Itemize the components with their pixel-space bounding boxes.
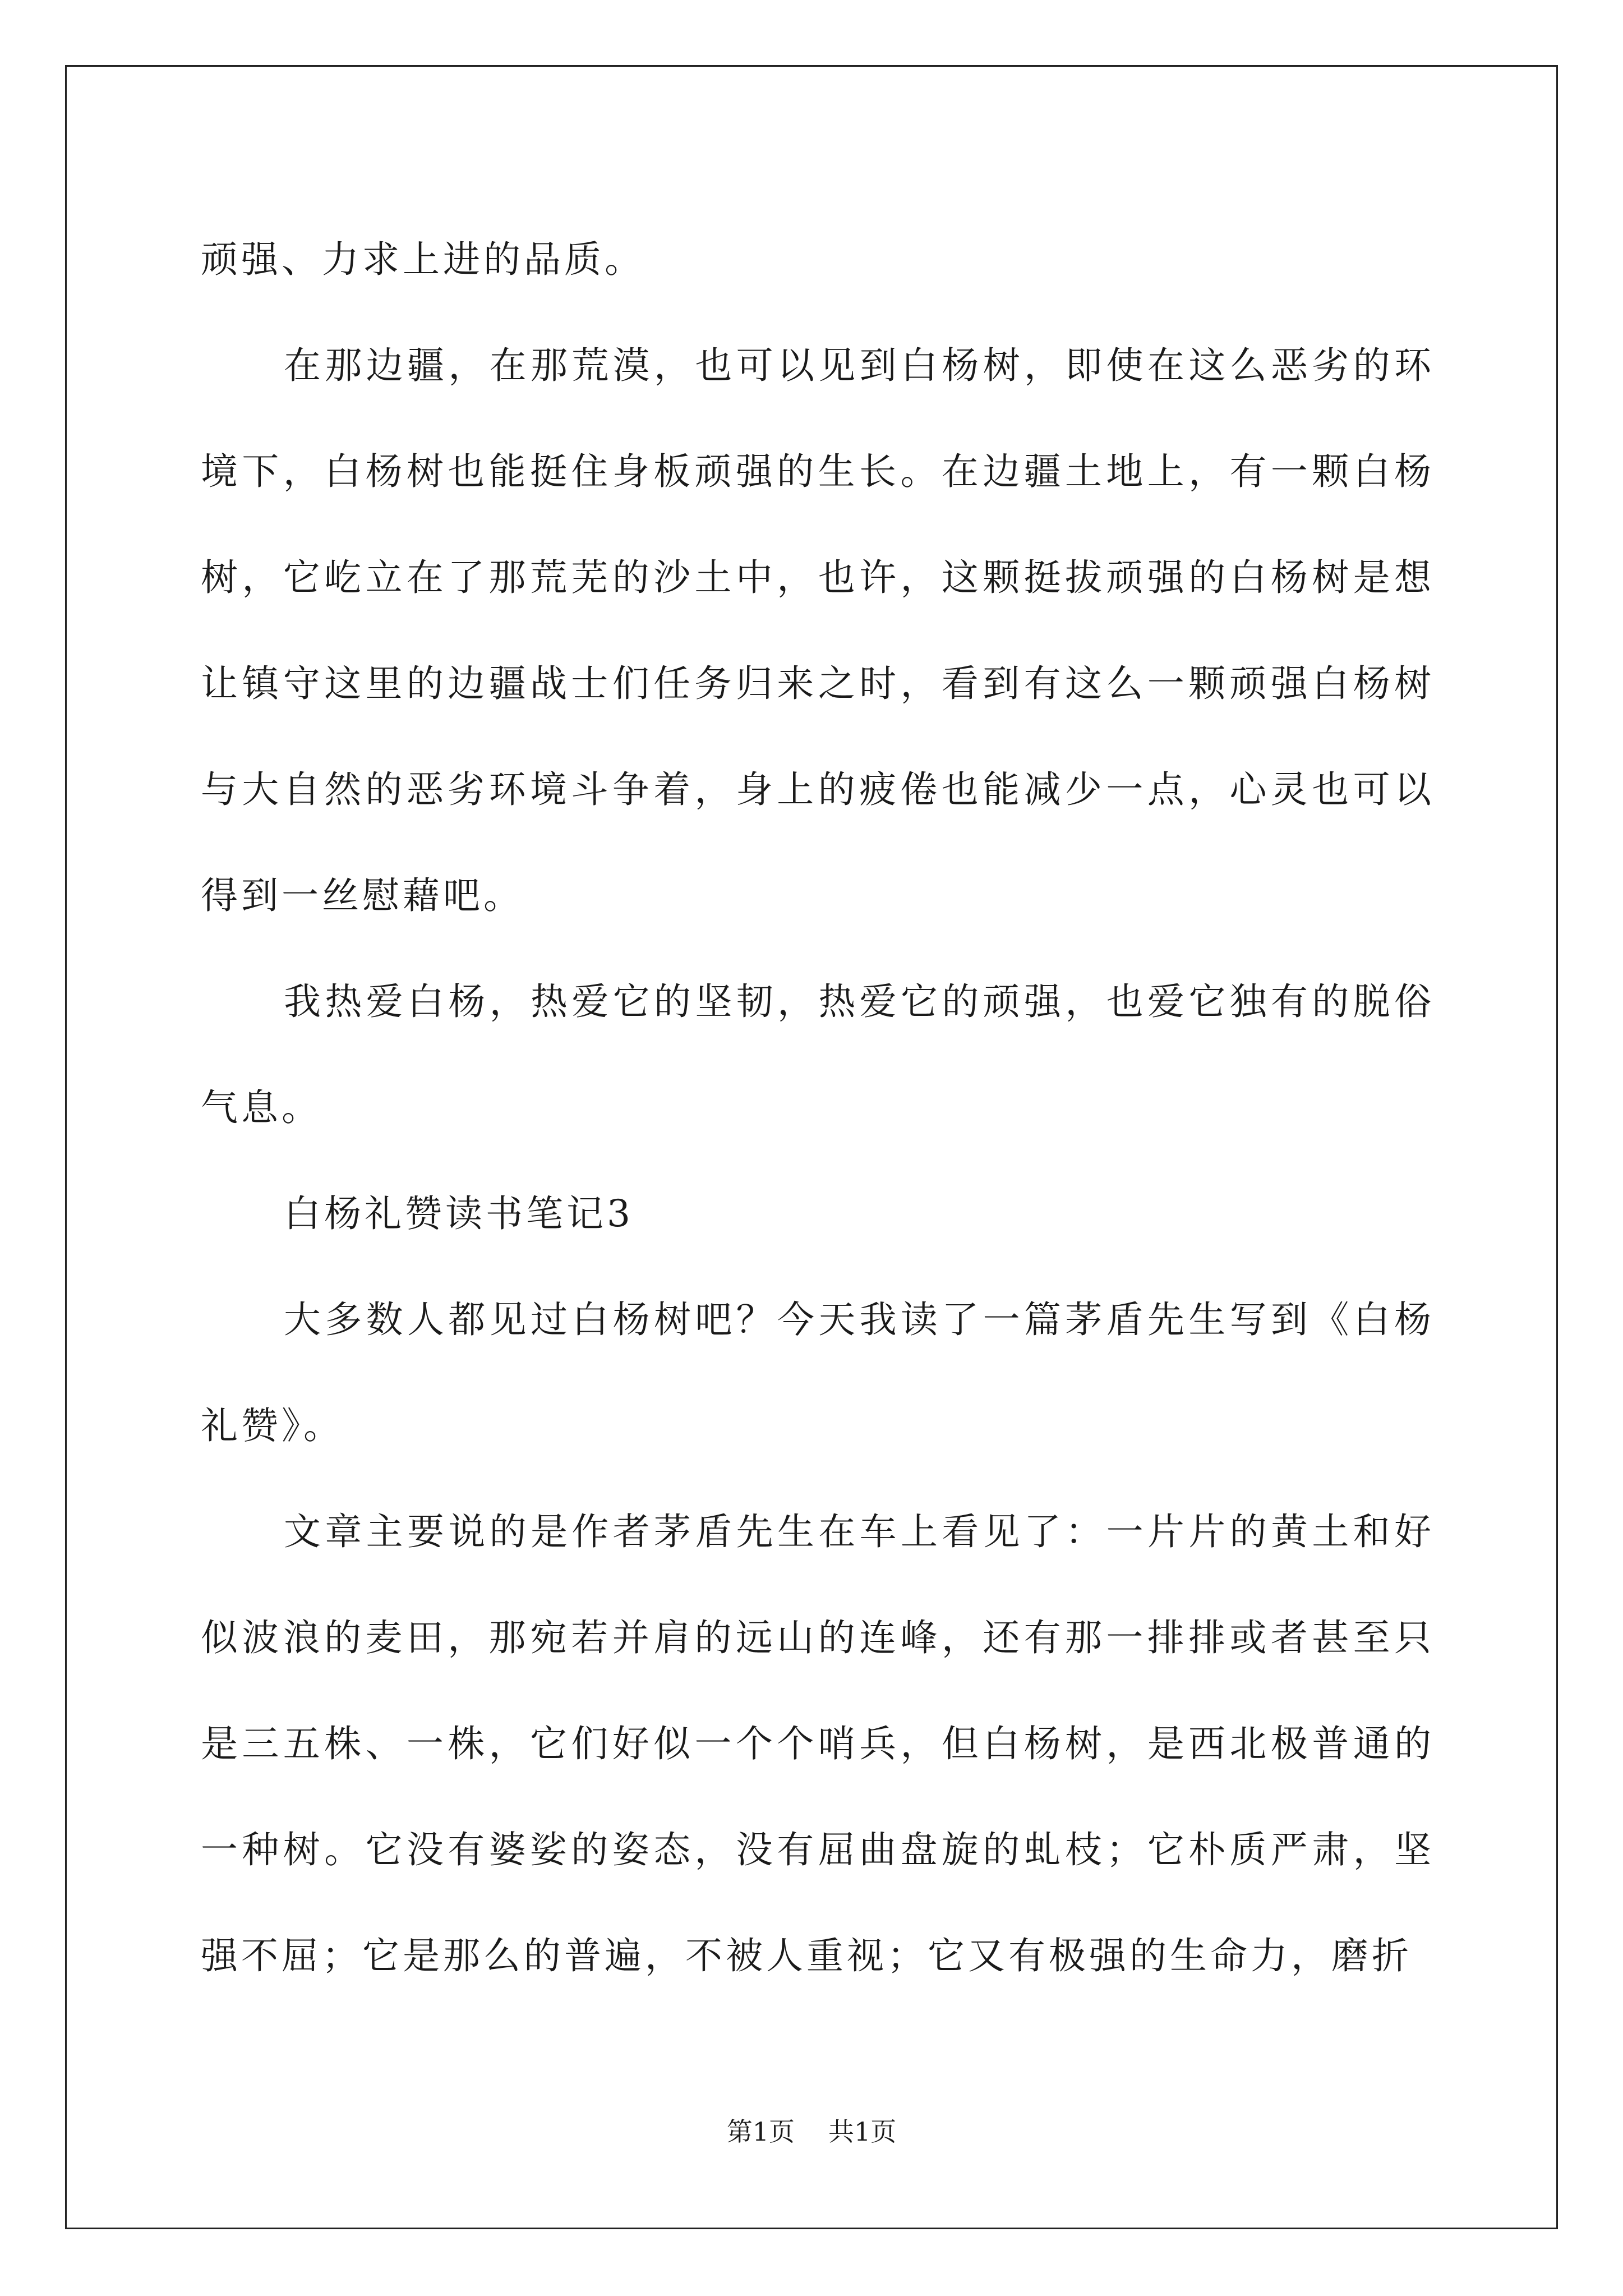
document-body (201, 206, 1435, 2009)
paragraph-4: 大多数人都见过白杨树吧？今天我读了一篇茅盾先生写到《白杨礼赞》。 (201, 1298, 1435, 1447)
paragraph-1: 顽强、力求上进的品质。 (201, 238, 645, 281)
section-heading: 白杨礼赞读书笔记3 (284, 1192, 634, 1235)
page-footer (0, 2115, 1623, 2148)
page-number: 第1页 (726, 2116, 795, 2147)
page-total: 共1页 (828, 2116, 897, 2147)
paragraph-2: 在那边疆，在那荒漠，也可以见到白杨树，即使在这么恶劣的环境下，白杨树也能挺住身板顽强的生长。在边疆土地上，有一颗白杨树，它屹立在了那荒芜的沙土中，也许，这颗挺拔顽强的白杨树是想让镇守这里的边疆战士们任务归来之时，看到有这么一颗顽强白杨树与大自然的恶劣环境斗争着，身上的疲倦也能减少一点，心灵也可以得到一丝慰藉吧。 (201, 344, 1435, 917)
paragraph-3: 我热爱白杨，热爱它的坚韧，热爱它的顽强，也爱它独有的脱俗气息。 (201, 980, 1435, 1129)
paragraph-5: 文章主要说的是作者茅盾先生在车上看见了：一片片的黄土和好似波浪的麦田，那宛若并肩的远山的连峰，还有那一排排或者甚至只是三五株、一株，它们好似一个个哨兵，但白杨树，是西北极普通的一种树。它没有婆娑的姿态，没有屈曲盘旋的虬枝；它朴质严肃，坚强不屈；它是那么的普遍，不被人重视；它又有极强的生命力，磨折 (201, 1510, 1435, 1977)
